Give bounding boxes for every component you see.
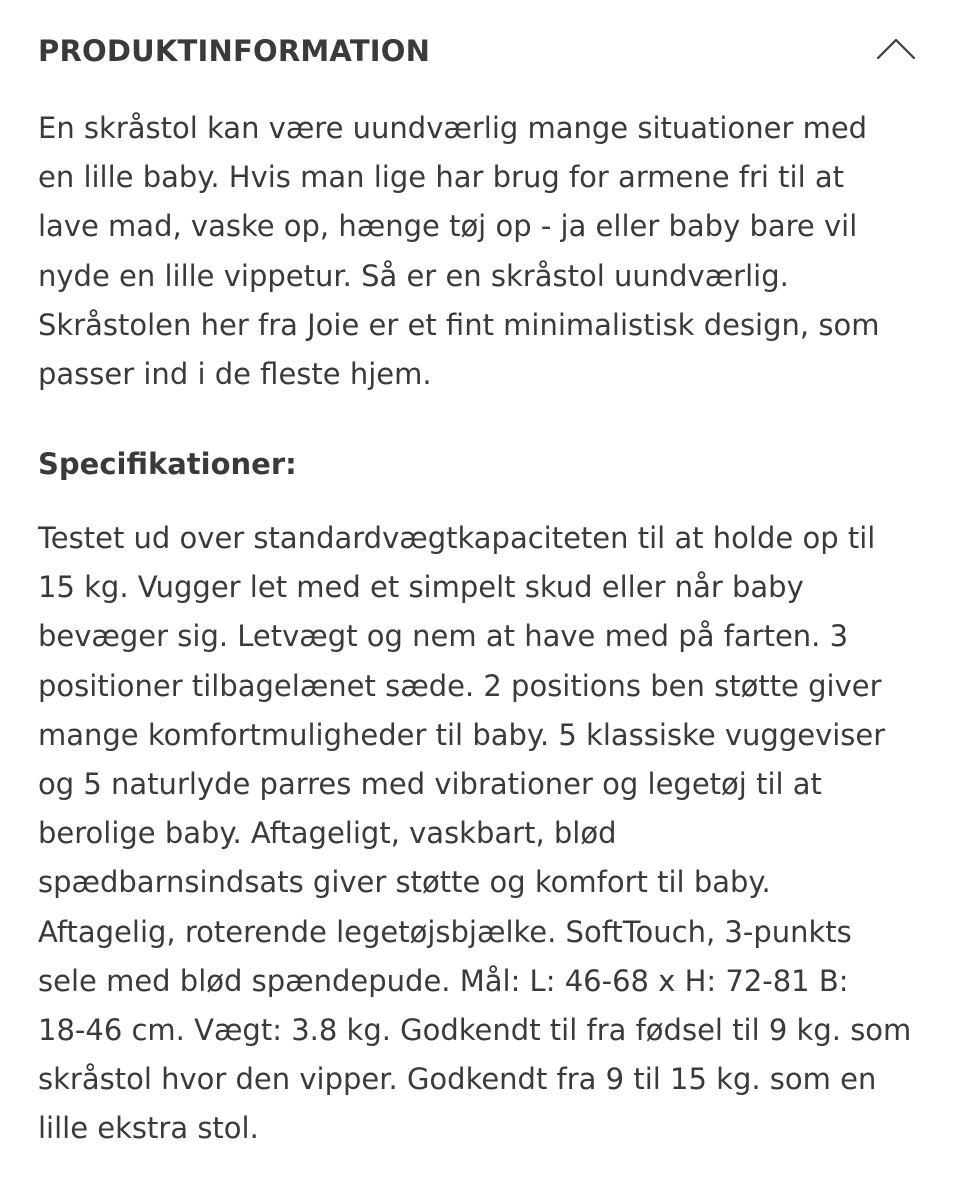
spec-line: Testet ud over standardvægtkapaciteten til at holde op til bbox=[38, 521, 876, 555]
intro-line: Skråstolen her fra Joie er et fint minimalistisk design, som bbox=[38, 307, 880, 342]
spec-line: lille ekstra stol. bbox=[38, 1111, 259, 1146]
spec-line: 18-46 cm. Vægt: 3.8 kg. Godkendt til fra fødsel til 9 kg. som bbox=[38, 1013, 912, 1048]
spec-paragraph bbox=[38, 514, 911, 1154]
intro-line: nyde en lille vippetur. Så er en skråstol uundværlig. bbox=[38, 258, 789, 293]
intro-paragraph bbox=[38, 104, 879, 399]
intro-line: lave mad, vaske op, hænge tøj op - ja eller baby bare vil bbox=[38, 209, 858, 244]
intro-line: passer ind i de fleste hjem. bbox=[38, 357, 432, 392]
spec-line: positioner tilbagelænet sæde. 2 positions ben støtte giver bbox=[38, 668, 882, 703]
intro-line: en lille baby. Hvis man lige har brug for armene fri til at bbox=[38, 160, 845, 195]
spec-line: spædbarnsindsats giver støtte og komfort til baby. bbox=[38, 865, 771, 900]
accordion-header[interactable] bbox=[38, 22, 922, 82]
spec-line: 15 kg. Vugger let med et simpelt skud eller når baby bbox=[38, 570, 804, 605]
spec-line: sele med blød spændepude. Mål: L: 46-68 x H: 72-81 B: bbox=[38, 963, 849, 998]
intro-line: En skråstol kan være uundværlig mange situationer med bbox=[38, 111, 868, 145]
accordion-title: PRODUKTINFORMATION bbox=[38, 34, 431, 68]
spec-line: og 5 naturlyde parres med vibrationer og legetøj til at bbox=[38, 767, 822, 802]
chevron-up-icon[interactable] bbox=[876, 34, 916, 64]
spec-heading: Specifikationer: bbox=[38, 447, 297, 481]
spec-line: skråstol hvor den vipper. Godkendt fra 9 til 15 kg. som en bbox=[38, 1062, 877, 1097]
spec-line: Aftagelig, roterende legetøjsbjælke. SoftTouch, 3-punkts bbox=[38, 914, 852, 949]
spec-line: bevæger sig. Letvægt og nem at have med på farten. 3 bbox=[38, 619, 849, 654]
spec-line: berolige baby. Aftageligt, vaskbart, blød bbox=[38, 816, 617, 851]
spec-line: mange komfortmuligheder til baby. 5 klassiske vuggeviser bbox=[38, 717, 886, 752]
